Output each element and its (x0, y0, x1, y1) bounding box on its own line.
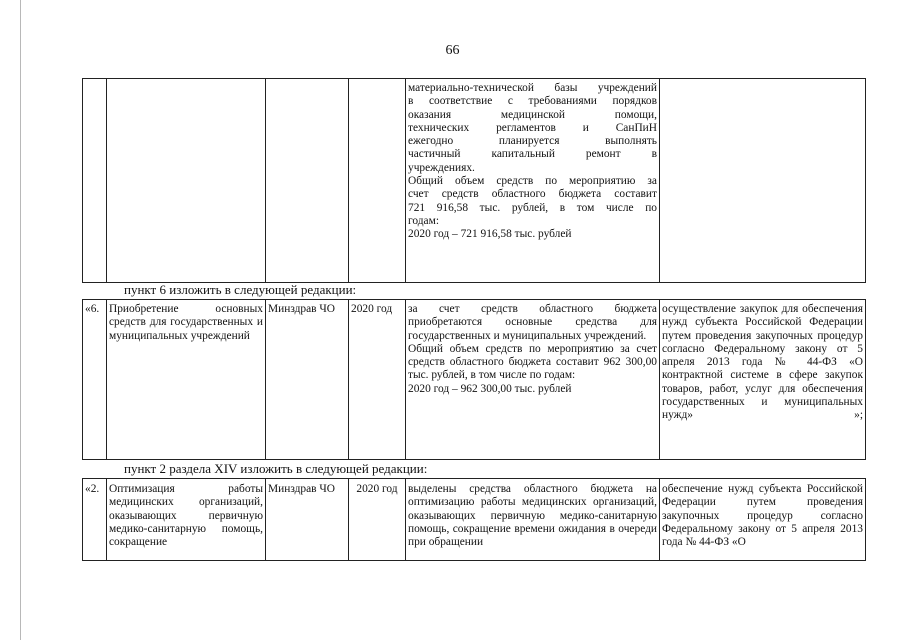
text-line: годам: (408, 214, 439, 227)
binding-line (20, 0, 21, 640)
page-number: 66 (445, 43, 460, 58)
cell-description: выделены средства областного бюджета на оптимизацию работы медицинских организаций, оказывающих первичную медико-санитарную помощь, сокращение времени ожидания в очереди при обращении (406, 479, 660, 561)
cell-description (406, 79, 660, 283)
funding-year-text: 2020 год – 962 300,00 тыс. рублей (408, 382, 572, 395)
cell-num (83, 79, 107, 283)
result-end: »; (854, 409, 863, 422)
cell-executor: Минздрав ЧО (266, 479, 349, 561)
cell-year: 2020 год (349, 479, 406, 561)
table-row (83, 479, 866, 561)
cell-result: обеспечение нужд субъекта Российской Федерации путем проведения закупочных процедур согласно Федеральному закону от 5 апреля 2013 года № 44-ФЗ «О (660, 479, 866, 561)
text-line: счет средств областного бюджета составит (408, 188, 657, 201)
text-line: 721 916,58 тыс. рублей, в том числе по (408, 201, 657, 214)
text-line: частичный капитальный ремонт в (408, 148, 657, 161)
instruction-heading-2: пункт 2 раздела XIV изложить в следующей редакции: (124, 461, 428, 476)
table-section-xiv-item-2 (82, 478, 866, 561)
cell-executor (266, 79, 349, 283)
cell-name: Оптимизация работы медицинских организаций, оказывающих первичную медико-санитарную помощь, сокращение (107, 479, 266, 561)
table-item-6 (82, 299, 866, 460)
text-line: учреждениях. (408, 161, 475, 174)
cell-year: 2020 год (349, 300, 406, 460)
cell-num: «6. (83, 300, 107, 460)
text-line: оказания медицинской помощи, (408, 108, 657, 121)
table-row (83, 79, 866, 283)
text-line: ежегодно планируется выполнять (408, 135, 657, 148)
table-continuation (82, 78, 866, 283)
text-line: материально-технической базы учреждений (408, 82, 657, 94)
funding-text: Общий объем средств по мероприятию за счет средств областного бюджета составит 962 300,00 тыс. рублей, в том числе по годам: (408, 342, 657, 382)
text-line: 2020 год – 721 916,58 тыс. рублей (408, 228, 572, 241)
cell-name: Приобретение основных средств для государственных и муниципальных учреждений (107, 300, 266, 460)
text-line: в соответствие с требованиями порядков (408, 95, 657, 108)
text-line: технических регламентов и СанПиН (408, 121, 657, 134)
cell-description (406, 300, 660, 460)
cell-name (107, 79, 266, 283)
cell-num: «2. (83, 479, 107, 561)
text-line: Общий объем средств по мероприятию за (408, 175, 657, 188)
description-text: за счет средств областного бюджета приобретаются основные средства для государственных и муниципальных учреждений. (408, 303, 657, 342)
result-text: осуществление закупок для обеспечения нужд субъекта Российской Федерации путем проведения закупочных процедур согласно Федеральному закону от 5 апреля 2013 года № 44-ФЗ «О контрактной системе в сфере закупок товаров, работ, услуг для обеспечения государственных и муниципальных нужд» (662, 303, 863, 422)
table-row (83, 300, 866, 460)
cell-result (660, 300, 866, 460)
cell-year (349, 79, 406, 283)
cell-executor: Минздрав ЧО (266, 300, 349, 460)
cell-result (660, 79, 866, 283)
instruction-heading-1: пункт 6 изложить в следующей редакции: (124, 282, 357, 297)
